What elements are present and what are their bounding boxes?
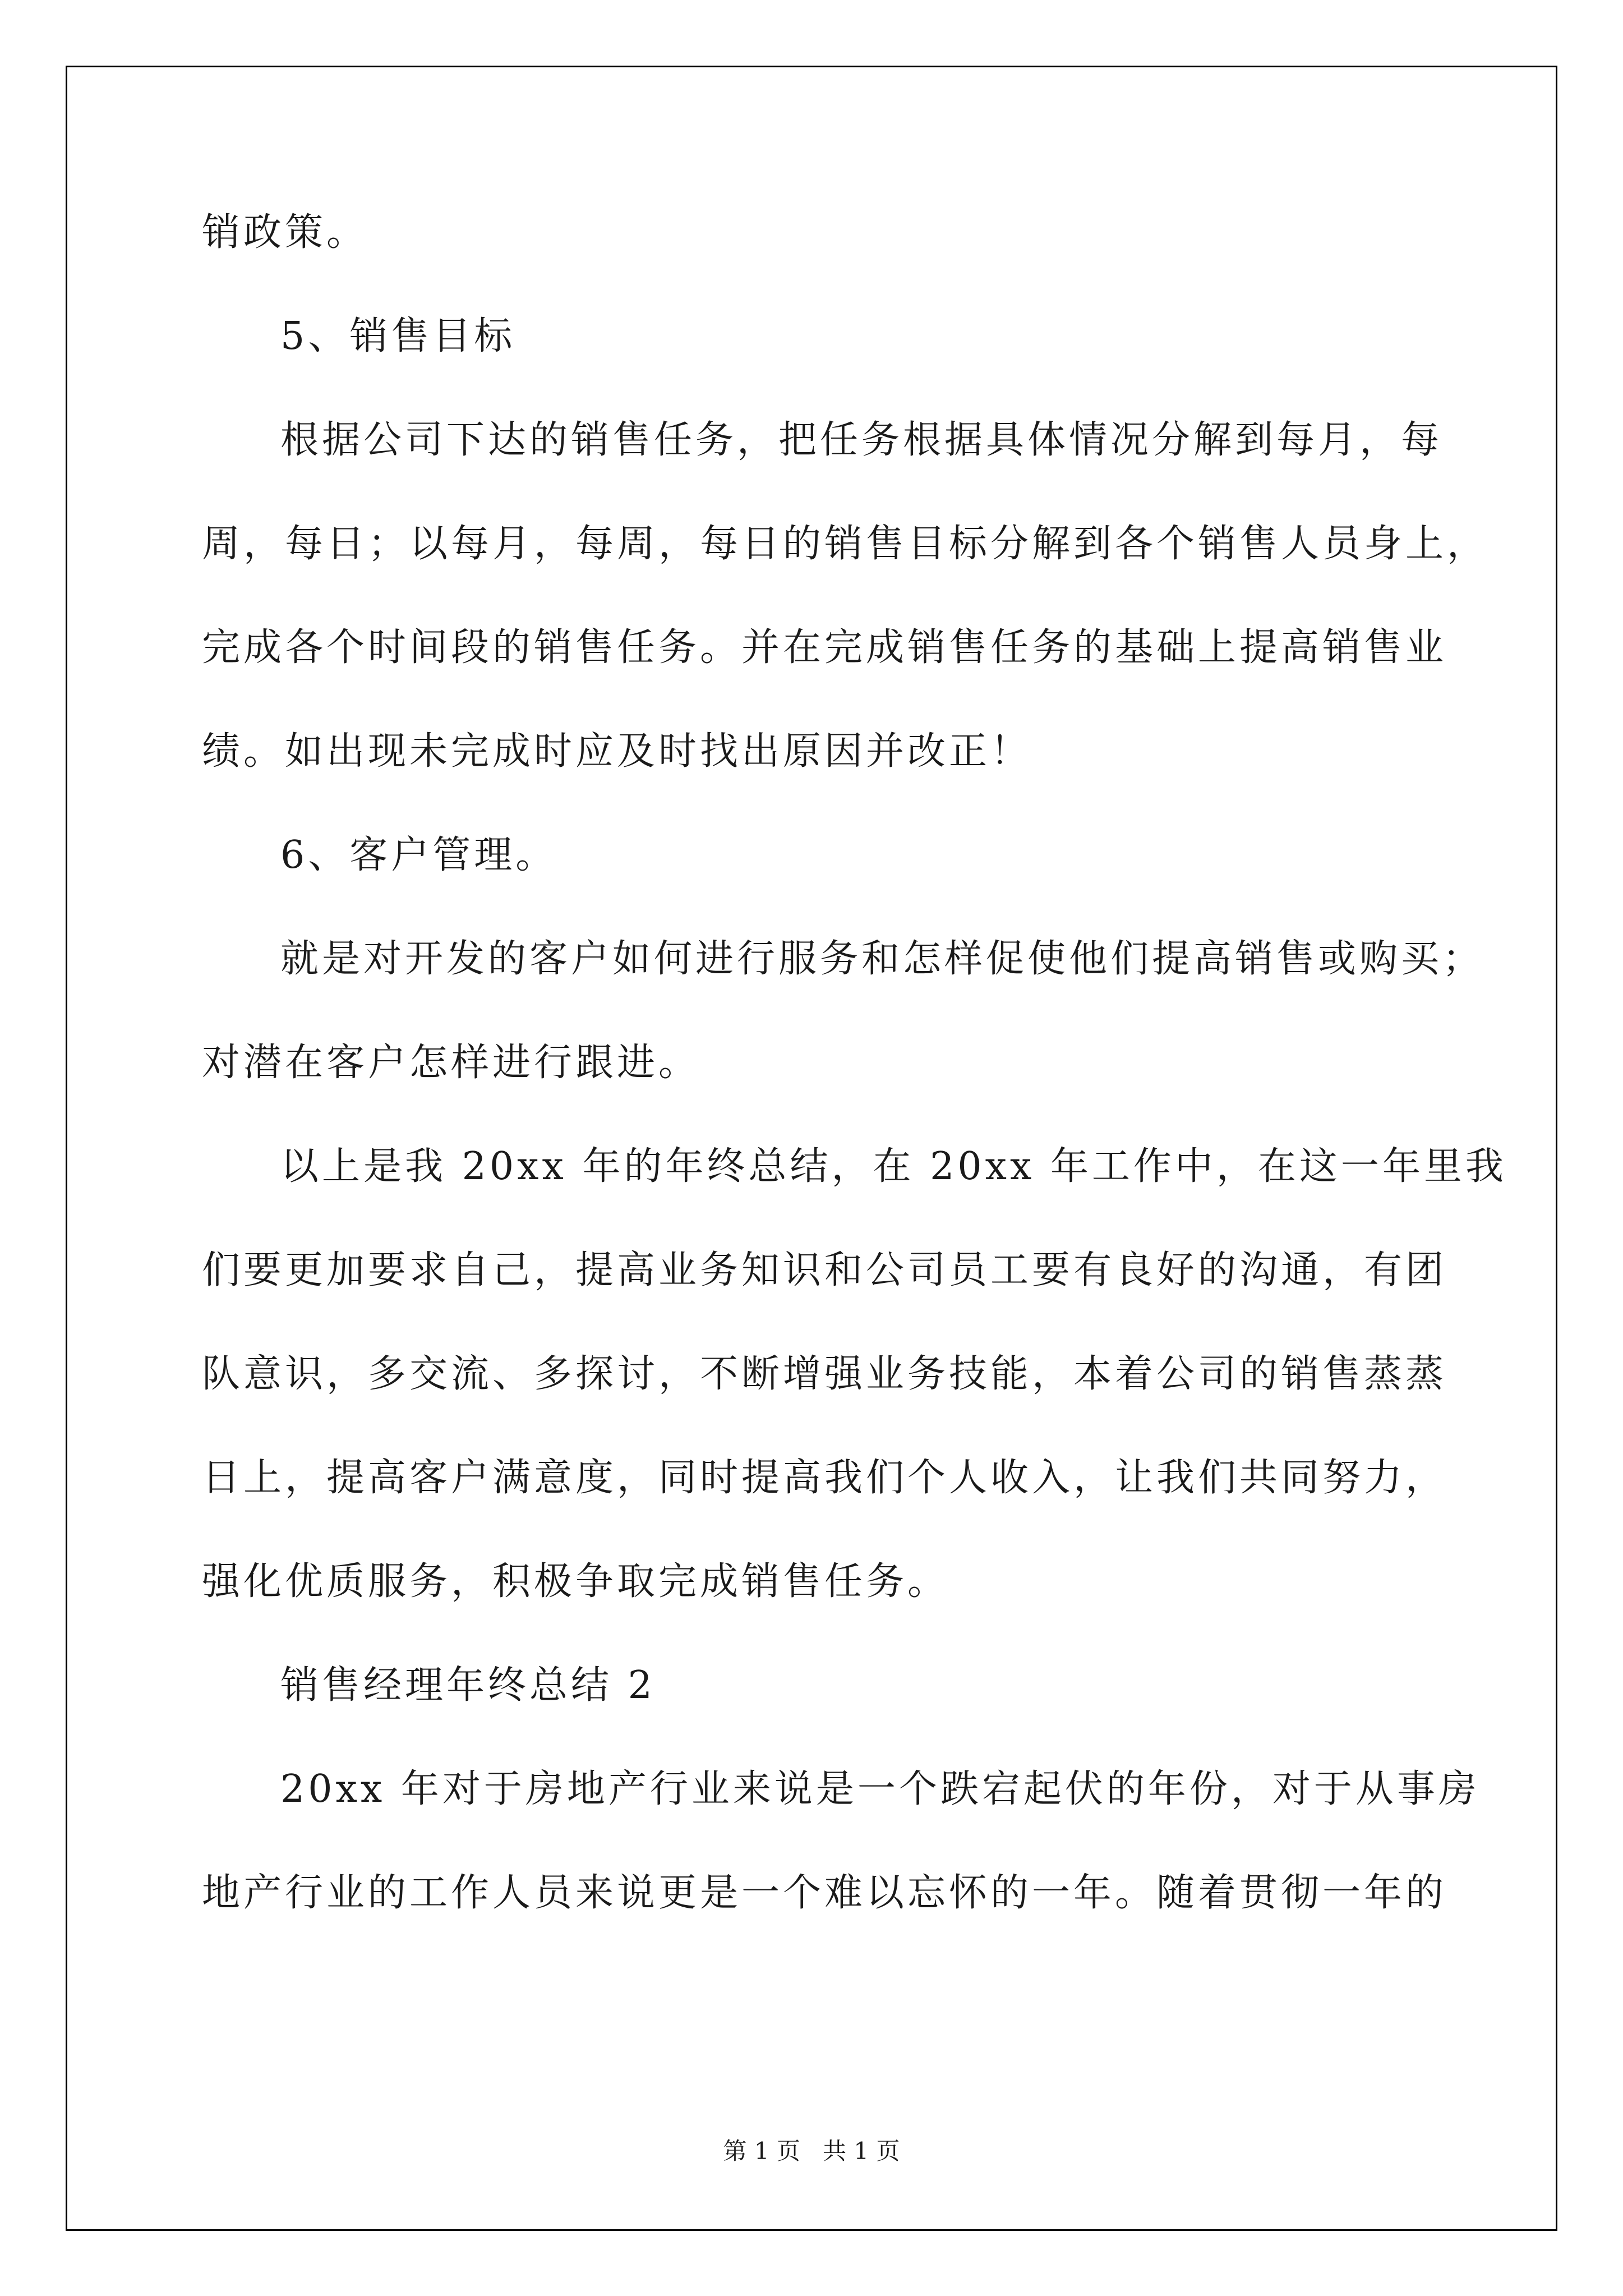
body-line: 20xx 年对于房地产行业来说是一个跌宕起伏的年份，对于从事房 — [280, 1767, 1480, 1811]
body-line: 以上是我 20xx 年的年终总结，在 20xx 年工作中，在这一年里我 — [280, 1144, 1507, 1189]
body-line: 地产行业的工作人员来说更是一个难以忘怀的一年。随着贯彻一年的 — [202, 1871, 1447, 1915]
section-title: 销售经理年终总结 2 — [280, 1663, 656, 1708]
body-line: 周，每日；以每月，每周，每日的销售目标分解到各个销售人员身上， — [202, 522, 1489, 566]
body-line: 根据公司下达的销售任务，把任务根据具体情况分解到每月，每 — [280, 418, 1443, 462]
body-line: 销政策。 — [202, 210, 368, 255]
section-heading: 5、销售目标 — [280, 314, 516, 358]
page-number-footer: 第 1 页 共 1 页 — [723, 2137, 900, 2165]
body-line: 队意识，多交流、多探讨，不断增强业务技能，本着公司的销售蒸蒸 — [202, 1352, 1447, 1396]
body-line: 对潜在客户怎样进行跟进。 — [202, 1041, 700, 1085]
body-line: 们要更加要求自己，提高业务知识和公司员工要有良好的沟通，有团 — [202, 1248, 1447, 1292]
body-line: 完成各个时间段的销售任务。并在完成销售任务的基础上提高销售业 — [202, 625, 1447, 670]
body-line: 就是对开发的客户如何进行服务和怎样促使他们提高销售或购买； — [280, 937, 1484, 981]
section-heading: 6、客户管理。 — [280, 833, 557, 877]
body-line: 日上，提高客户满意度，同时提高我们个人收入，让我们共同努力， — [202, 1456, 1447, 1500]
body-line: 强化优质服务，积极争取完成销售任务。 — [202, 1559, 949, 1604]
body-line: 绩。如出现未完成时应及时找出原因并改正！ — [202, 729, 1032, 774]
